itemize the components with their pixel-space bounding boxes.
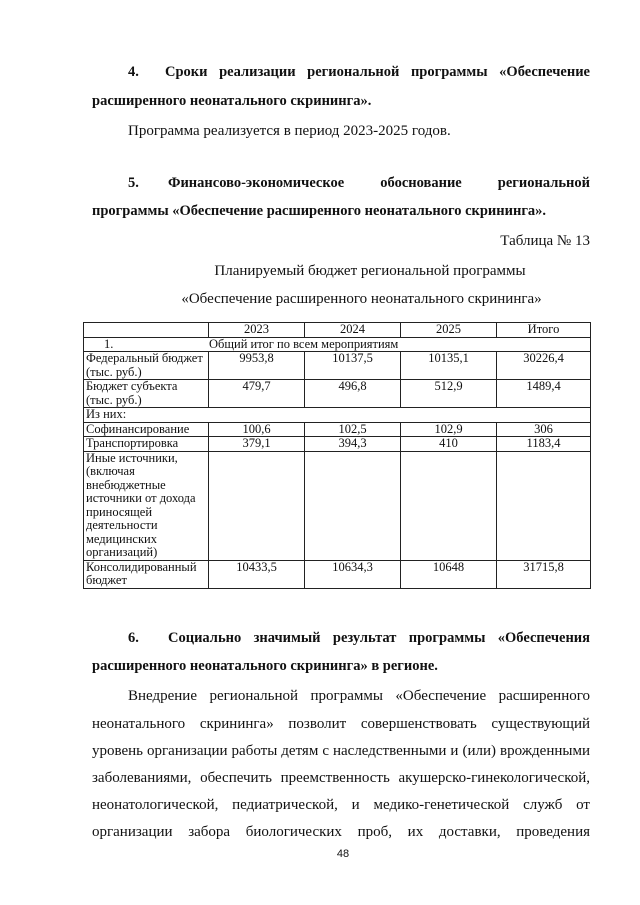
table-cell: 479,7 — [209, 380, 305, 408]
table-cell: 10135,1 — [401, 352, 497, 380]
table-cell: 31715,8 — [497, 560, 591, 588]
body-line: заболеваниями, обеспечить преемственность акушерско-гинекологической, — [92, 770, 590, 786]
table-cell — [209, 451, 305, 560]
table-cell: 496,8 — [305, 380, 401, 408]
section6-number: 6. — [128, 630, 139, 646]
row-label: Консолидированный бюджет — [84, 560, 209, 588]
table-cell — [401, 451, 497, 560]
table-cell: 10634,3 — [305, 560, 401, 588]
table-row — [84, 422, 591, 437]
table-cell: 10433,5 — [209, 560, 305, 588]
section5-title-line1: Финансово-экономическое обоснование региональной — [168, 175, 590, 191]
section4-text: Программа реализуется в период 2023-2025 годов. — [128, 123, 451, 139]
body-line: неонатального скрининга» позволит совершенствовать существующий — [92, 716, 590, 732]
table-row — [84, 437, 591, 452]
row-label: Транспортировка — [84, 437, 209, 452]
section6-title-line1: Социально значимый результат программы «Обеспечения — [168, 630, 590, 646]
table-label: Таблица № 13 — [500, 233, 590, 249]
row-label: Иные источники, (включая внебюджетные источники от дохода приносящей деятельности медицинских организаций) — [84, 451, 209, 560]
table-caption-line1: Планируемый бюджет региональной программы — [214, 263, 526, 279]
row-label: Бюджет субъекта (тыс. руб.) — [84, 380, 209, 408]
table-caption-line2: «Обеспечение расширенного неонатального скрининга» — [181, 291, 542, 307]
body-line: организации забора биологических проб, их доставки, проведения — [92, 824, 590, 840]
body-line: уровень организации работы детям с наследственными и (или) врожденными — [92, 743, 590, 759]
table-cell: 394,3 — [305, 437, 401, 452]
budget-table — [83, 322, 591, 589]
section4-number: 4. — [128, 64, 139, 80]
table-cell: 1489,4 — [497, 380, 591, 408]
section-row-number: 1. — [104, 336, 114, 351]
table-header-row — [84, 323, 591, 338]
table-cell: 306 — [497, 422, 591, 437]
header-cell — [84, 323, 209, 338]
row-label: Федеральный бюджет (тыс. руб.) — [84, 352, 209, 380]
header-cell: 2024 — [305, 323, 401, 338]
table-cell: 512,9 — [401, 380, 497, 408]
table-cell: 9953,8 — [209, 352, 305, 380]
table-cell: 10137,5 — [305, 352, 401, 380]
table-cell: 379,1 — [209, 437, 305, 452]
table-cell: 1183,4 — [497, 437, 591, 452]
table-cell: 102,5 — [305, 422, 401, 437]
table-row — [84, 380, 591, 408]
table-cell — [497, 451, 591, 560]
table-row — [84, 451, 591, 560]
table-cell: 30226,4 — [497, 352, 591, 380]
table-cell — [305, 451, 401, 560]
section4-title-line1: Сроки реализации региональной программы «Обеспечение — [165, 64, 590, 80]
header-cell: Итого — [497, 323, 591, 338]
header-cell: 2025 — [401, 323, 497, 338]
section4-title-line2: расширенного неонатального скрининга». — [92, 93, 372, 109]
body-line: Внедрение региональной программы «Обеспечение расширенного — [128, 688, 590, 704]
table-cell: 102,9 — [401, 422, 497, 437]
table-section-row — [84, 337, 591, 352]
body-line: неонатологической, педиатрической, и медико-генетической служб от — [92, 797, 590, 813]
section5-title-line2: программы «Обеспечение расширенного неонатального скрининга». — [92, 203, 547, 219]
table-row — [84, 408, 591, 423]
table-cell: 410 — [401, 437, 497, 452]
table-row — [84, 352, 591, 380]
page-number: 48 — [336, 848, 350, 860]
section6-title-line2: расширенного неонатального скрининга» в регионе. — [92, 658, 438, 674]
section5-number: 5. — [128, 175, 139, 191]
row-label: Софинансирование — [84, 422, 209, 437]
table-cell: 100,6 — [209, 422, 305, 437]
table-row — [84, 560, 591, 588]
row-label: Из них: — [84, 408, 591, 423]
table-cell: 10648 — [401, 560, 497, 588]
section-row-label: Общий итог по всем мероприятиям — [209, 336, 399, 351]
header-cell: 2023 — [209, 323, 305, 338]
